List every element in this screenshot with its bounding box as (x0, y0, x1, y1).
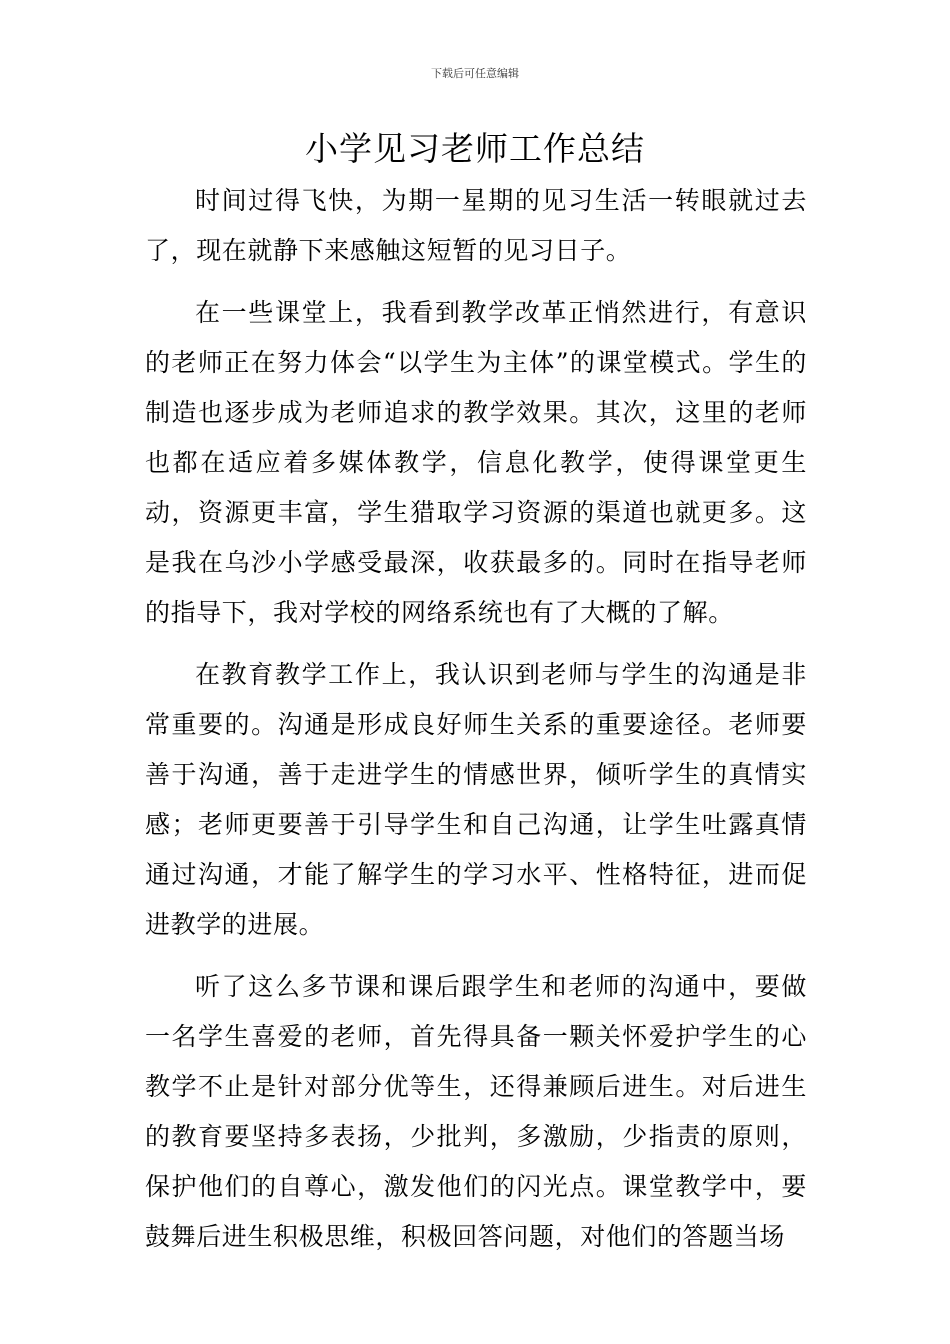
document-body (145, 176, 807, 1274)
page-title: 小学见习老师工作总结 (305, 129, 645, 168)
header-note: 下载后可任意编辑 (431, 67, 519, 80)
paragraph: 听了这么多节课和课后跟学生和老师的沟通中，要做一名学生喜爱的老师，首先得具备一颗关怀爱护学生的心教学不止是针对部分优等生，还得兼顾后进生。对后进生的教育要坚持多表扬，少批判，多激励，少指责的原则，保护他们的自尊心，激发他们的闪光点。课堂教学中，要鼓舞后进生积极思维，积极回答问题，对他们的答题当场 (145, 972, 807, 1251)
paragraph: 时间过得飞快，为期一星期的见习生活一转眼就过去了，现在就静下来感触这短暂的见习日子。 (145, 186, 807, 265)
paragraph: 在一些课堂上，我看到教学改革正悄然进行，有意识的老师正在努力体会“以学生为主体”的课堂模式。学生的制造也逐步成为老师追求的教学效果。其次，这里的老师也都在适应着多媒体教学，信息化教学，使得课堂更生动，资源更丰富，学生猎取学习资源的渠道也就更多。这是我在乌沙小学感受最深，收获最多的。同时在指导老师的指导下，我对学校的网络系统也有了大概的了解。 (145, 298, 807, 627)
paragraph: 在教育教学工作上，我认识到老师与学生的沟通是非常重要的。沟通是形成良好师生关系的重要途径。老师要善于沟通，善于走进学生的情感世界，倾听学生的真情实感；老师更要善于引导学生和自己沟通，让学生吐露真情通过沟通，才能了解学生的学习水平、性格特征，进而促进教学的进展。 (145, 660, 807, 939)
